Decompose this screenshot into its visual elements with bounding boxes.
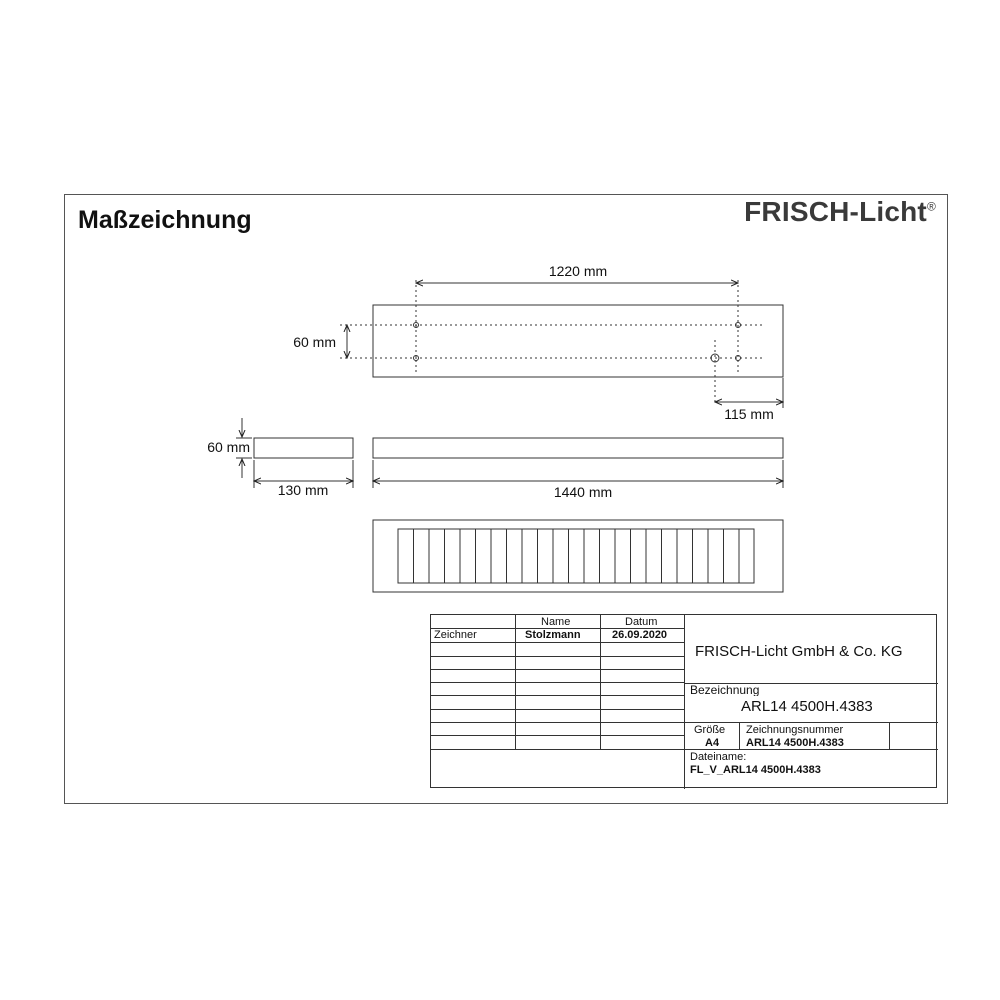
top-view-outline xyxy=(373,305,783,377)
grid-hline xyxy=(431,669,685,670)
louvre-slats xyxy=(414,529,740,583)
bottom-view-outline xyxy=(373,520,783,592)
grid-hline xyxy=(431,722,685,723)
file-name-label: Dateiname: xyxy=(690,751,747,763)
grid-hline xyxy=(684,749,938,750)
header-date: Datum xyxy=(625,616,658,628)
company-name: FRISCH-Licht GmbH & Co. KG xyxy=(695,643,903,660)
grid-hline xyxy=(684,722,938,723)
designation-value: ARL14 4500H.4383 xyxy=(741,699,873,715)
dim-label-1440: 1440 mm xyxy=(553,484,613,500)
grid-hline xyxy=(431,682,685,683)
grid-hline xyxy=(431,695,685,696)
row-label-drafter: Zeichner xyxy=(434,629,477,641)
size-label: Größe xyxy=(694,724,726,736)
grid-vline xyxy=(889,722,890,749)
drawing-number-value: ARL14 4500H.4383 xyxy=(746,737,844,749)
brand-name: FRISCH-Licht xyxy=(744,196,927,227)
grid-hline xyxy=(431,656,685,657)
louvre-frame xyxy=(398,529,754,583)
title-block xyxy=(430,614,937,788)
file-name-value: FL_V_ARL14 4500H.4383 xyxy=(690,764,821,776)
drawing-date: 26.09.2020 xyxy=(612,629,668,641)
grid-hline xyxy=(431,709,685,710)
dim-label-1220: 1220 mm xyxy=(548,263,608,279)
grid-hline xyxy=(431,735,685,736)
registered-mark: ® xyxy=(926,199,936,214)
dim-label-115: 115 mm xyxy=(724,406,774,422)
header-name: Name xyxy=(541,616,571,628)
grid-hline xyxy=(431,749,685,750)
dim-label-130: 130 mm xyxy=(277,482,329,498)
dim-label-60-side: 60 mm xyxy=(207,439,250,455)
drawing-number-label: Zeichnungsnummer xyxy=(746,724,844,736)
size-value: A4 xyxy=(705,737,720,749)
grid-vline xyxy=(739,722,740,749)
grid-hline xyxy=(431,642,685,643)
dim-label-60-top: 60 mm xyxy=(293,334,336,350)
designation-label: Bezeichnung xyxy=(690,684,760,696)
drafter-name: Stolzmann xyxy=(525,629,581,641)
front-view-outline xyxy=(373,438,783,458)
side-view-outline xyxy=(254,438,353,458)
page-title: Maßzeichnung xyxy=(78,206,252,234)
